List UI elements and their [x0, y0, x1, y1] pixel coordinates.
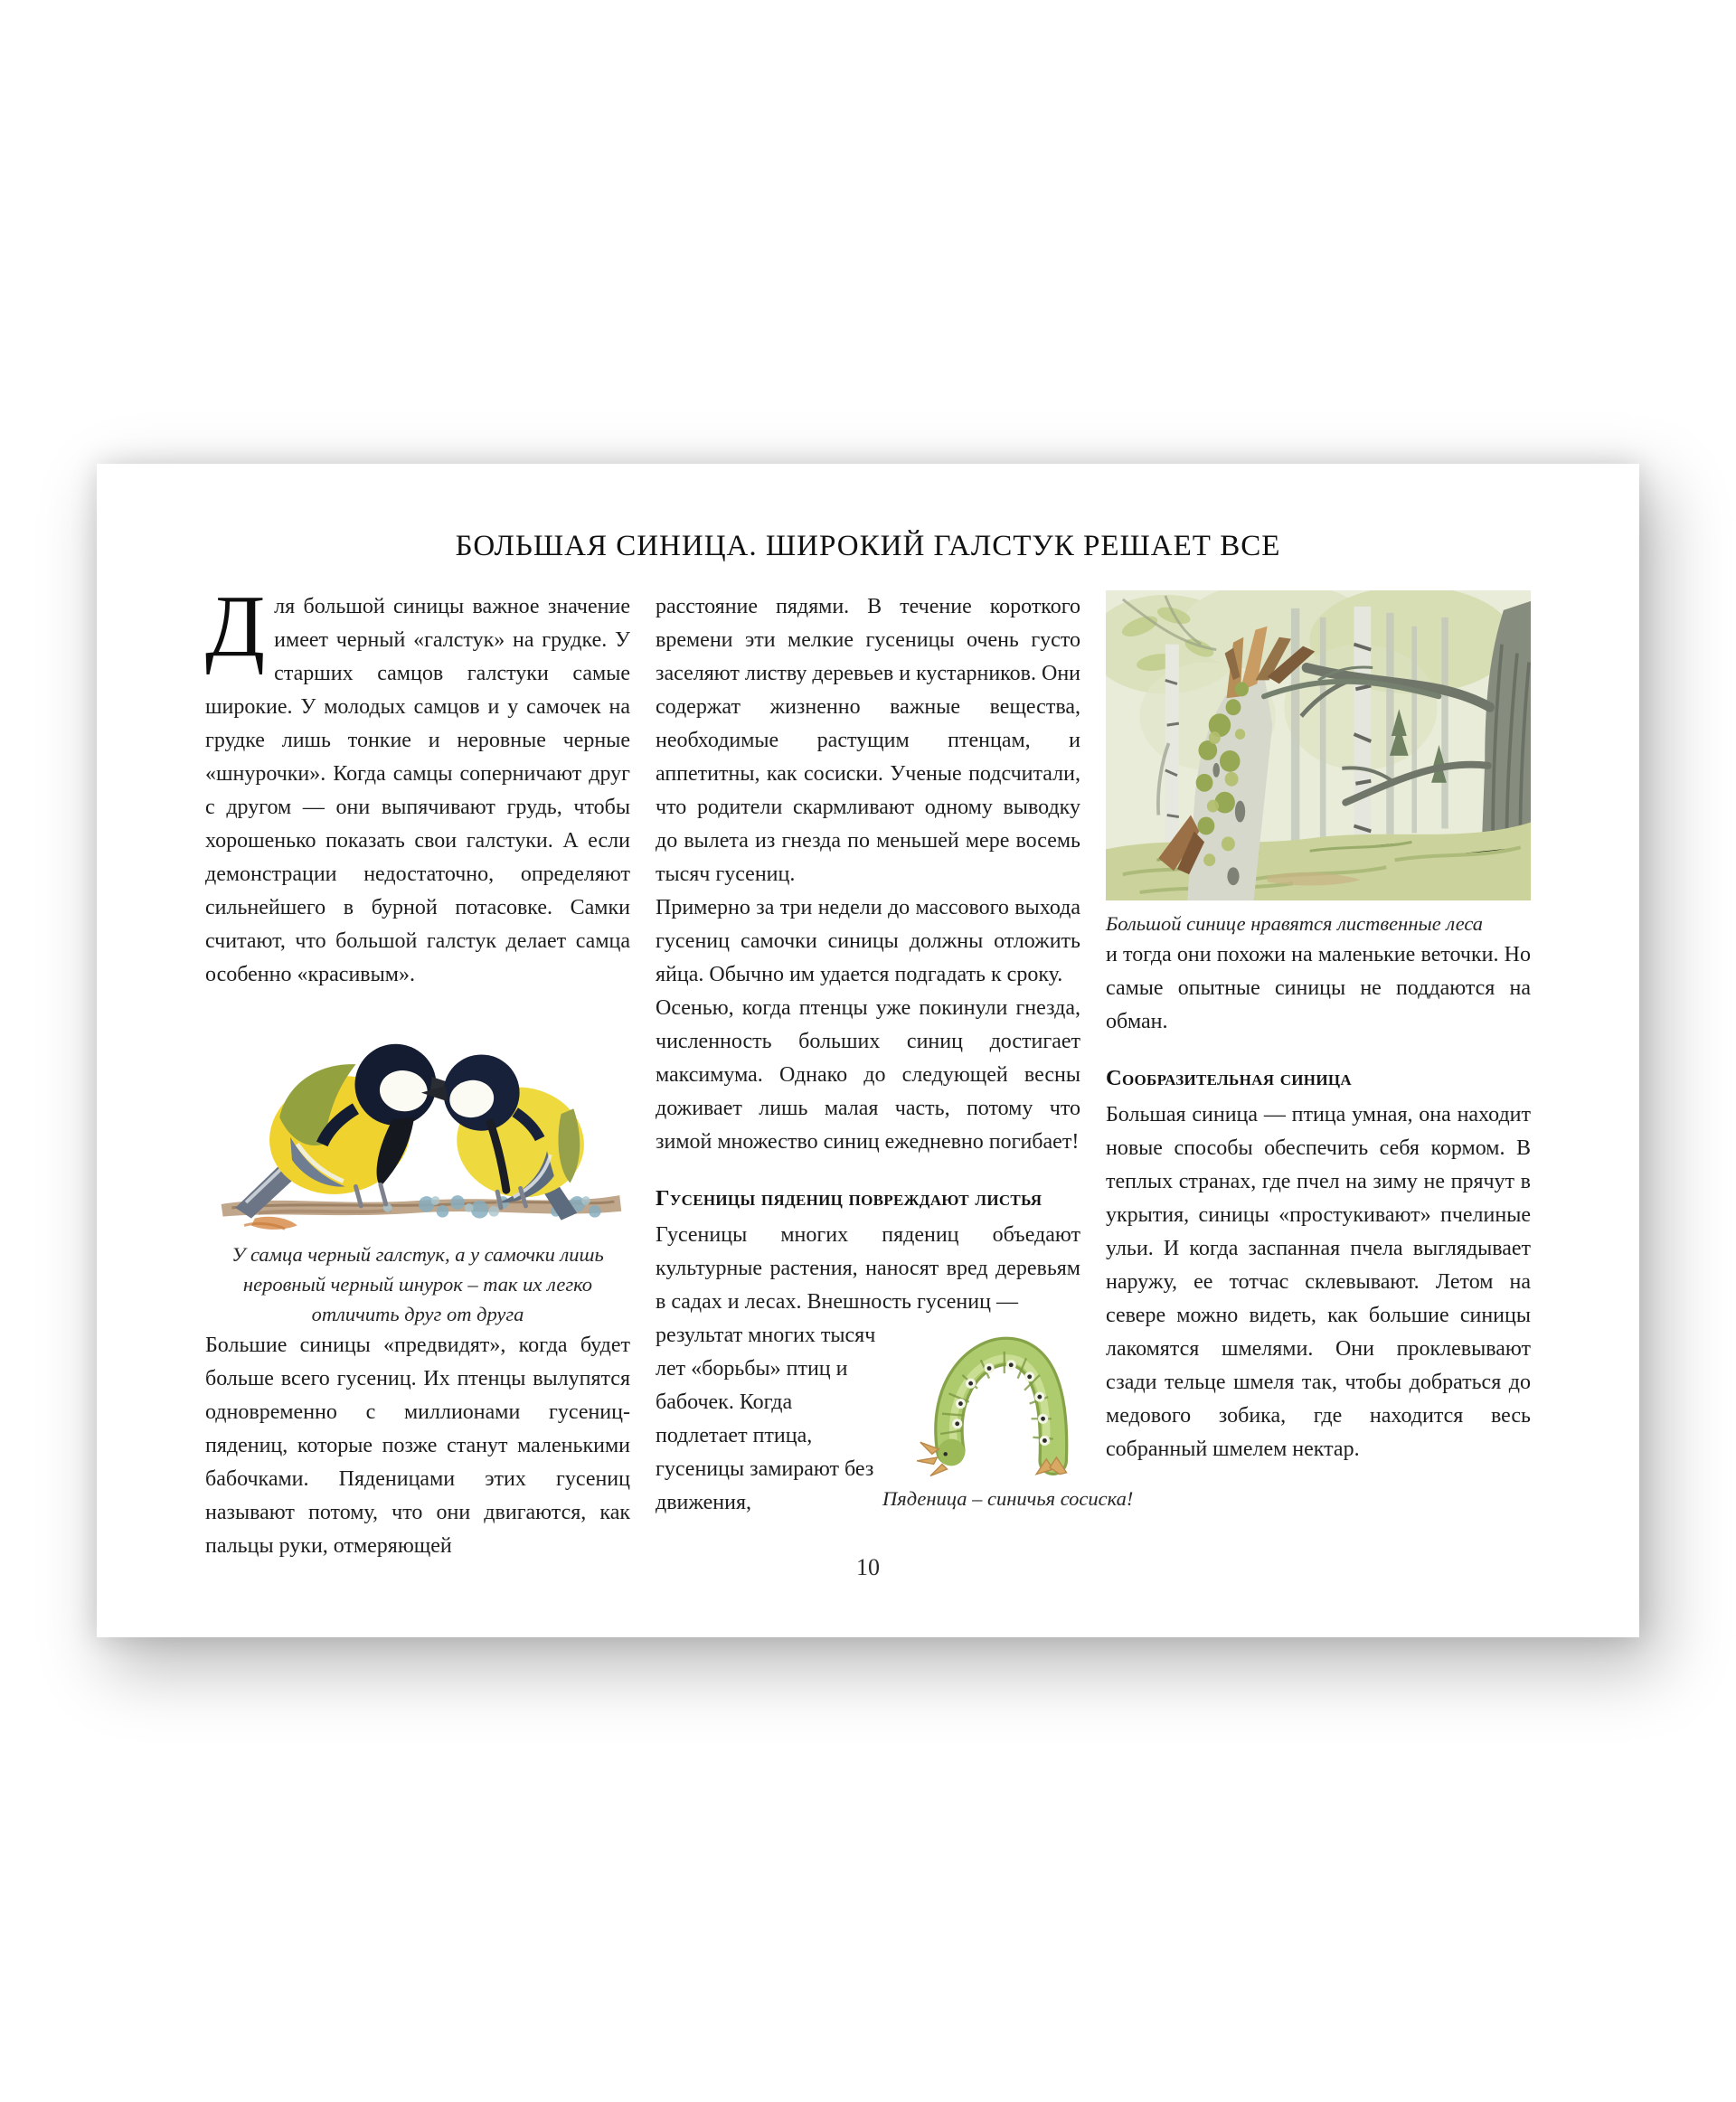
page-title: БОЛЬШАЯ СИНИЦА. ШИРОКИЙ ГАЛСТУК РЕШАЕТ ВСЕ: [455, 530, 1281, 562]
paragraph-moths-damage: Гусеницы многих пядениц объедают культурные растения, наносят вред деревьям в садах и лесах. Внешность гусениц —: [656, 1223, 1080, 1314]
paragraph-foresee: Большие синицы «предвидят», когда будет больше всего гусениц. Их птенцы вылупятся одновременно с миллионами гусениц-пядениц, которые позже станут маленькими бабочками. Пяденицами этих гусениц называют потому, что они двигаются, как пальцы руки, отмеряющей: [205, 1334, 630, 1558]
drop-cap: Д: [205, 578, 266, 674]
paragraph-eggs-timing: Примерно за три недели до массового выхода гусениц самочки синицы должны отложить яйца. Обычно им удается подгадать к сроку.: [656, 896, 1080, 986]
text-with-caterpillar: [656, 1319, 1134, 1520]
paragraph-autumn-numbers: Осенью, когда птенцы уже покинули гнезда, численность больших синиц достигает максимума. Однако до следующей весны доживает лишь малая часть, потому что зимой множество синиц ежедневно погибает!: [656, 996, 1080, 1154]
column-2: [656, 590, 1134, 1563]
heading-moth-caterpillars: Гусеницы пядениц повреждают листья: [656, 1186, 1043, 1211]
paragraph-twigs: и тогда они похожи на маленькие веточки. Но самые опытные синицы не поддаются на обман.: [1106, 943, 1531, 1033]
caterpillar-caption: Пяденица – синичья сосиска!: [882, 1487, 1134, 1510]
paragraph-moths-damage-continued: результат многих тысяч лет «борьбы» птиц и бабочек. Когда подлетает птица, гусеницы замирают без движения,: [656, 1324, 876, 1514]
paragraph-intro: [205, 578, 630, 992]
column-3: [1106, 590, 1531, 1563]
paragraph-clever-tit: Большая синица — птица умная, она находит новые способы обеспечить себя кормом. В теплых странах, где пчел на зиму не прячут в укрытия, синицы «простукивают» пчелиные ульи. И когда заспанная пчела выглядывает наружу, ее тотчас склевывают. Летом на севере можно видеть, как большие синицы лакомятся шмелями. Они проклевывают сзади тельце шмеля так, чтобы добраться до медового зобика, где находится весь собранный шмелем нектар.: [1106, 1103, 1531, 1461]
paragraph-intro-text: ля большой синицы важное значение имеет черный «галстук» на грудке. У старших самцов галстуки самые широкие. У молодых самцов и у самочек на грудке лишь тонкие и неровные черные «шнурочки». Когда самцы соперничают друг с другом — они выпячивают грудь, чтобы хорошенько показать свои галстуки. А если демонстрации недостаточно, определяют сильнейшего в бурной потасовке. Самки считают, что большой галстук делает самца особенно «красивым».: [205, 595, 630, 986]
page-number: 10: [856, 1554, 880, 1580]
book-page: [97, 464, 1639, 1637]
great-tits-illustration: [205, 1001, 630, 1329]
column-1: [205, 578, 630, 1563]
heading-clever-tit: Сообразительная синица: [1106, 1066, 1352, 1090]
female-great-tit: [421, 1054, 591, 1220]
forest-illustration: [1106, 590, 1531, 938]
three-column-layout: [205, 578, 1531, 1563]
male-great-tit: [235, 1044, 458, 1219]
forest-caption: Большой синице нравятся лиственные леса: [1106, 912, 1484, 935]
paragraph-caterpillar-food: расстояние пядями. В течение короткого времени эти мелкие гусеницы очень густо заселяют листву деревьев и кустарников. Они содержат жизненно важные вещества, необходимые растущим птенцам, и аппетитны, как сосиски. Ученые подсчитали, что родители скармливают одному выводку до вылета из гнезда по меньшей мере восемь тысяч гусениц.: [656, 595, 1080, 886]
great-tits-drawing: [205, 1001, 630, 1234]
birds-caption: У самца черный галстук, а у самочки лишь неровный черный шнурок – так их легко отличить друг от друга: [231, 1243, 604, 1325]
caterpillar-drawing: [906, 1326, 1109, 1482]
caterpillar-illustration: [882, 1319, 1133, 1513]
forest-drawing: [1106, 590, 1531, 900]
